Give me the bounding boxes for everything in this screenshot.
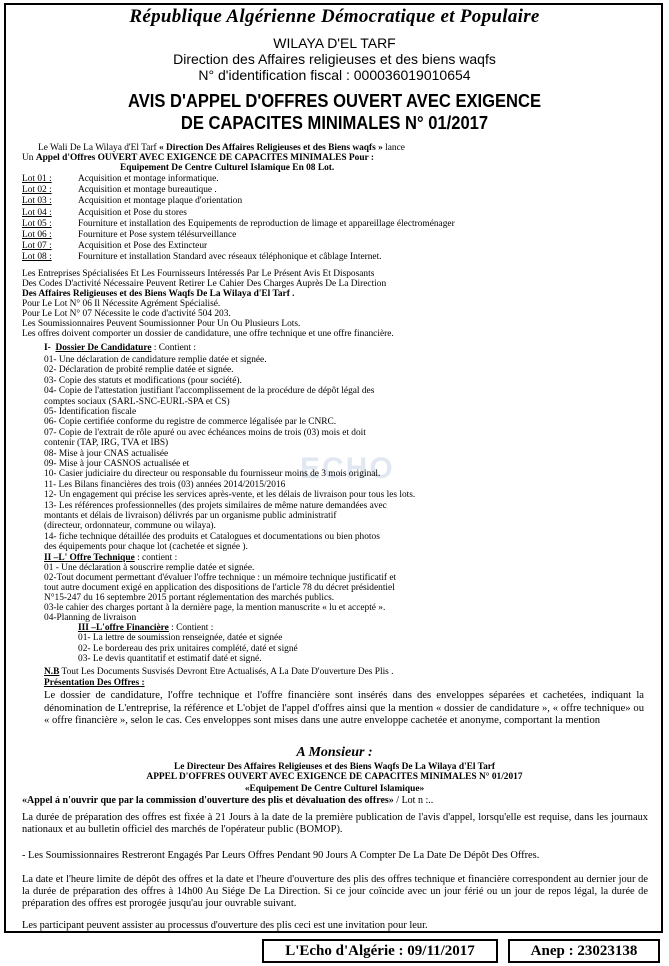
dossier-item: 07- Copie de l'extrait de rôle apuré ou avec échéances moins de trois (03) mois et doit — [44, 427, 366, 438]
lot-item — [22, 185, 667, 195]
anep-box: Anep : 23023138 — [508, 939, 660, 963]
lot-item — [22, 241, 667, 251]
publication-box: L'Echo d'Algérie : 09/11/2017 — [262, 939, 498, 963]
technique-item: tout autre document exigé en application des dispositions de l'article 78 du décret présidentiel — [44, 583, 395, 593]
republic-header: République Algérienne Démocratique et Populaire — [129, 6, 540, 27]
dossier-item: 03- Copie des statuts et modifications (pour société). — [44, 375, 242, 386]
technique-heading: II –L' Offre Technique : contient : — [44, 553, 178, 563]
conditions-line: Les Soumissionnaires Peuvent Soumissionner Pour Un Ou Plusieurs Lots. — [22, 319, 301, 329]
technique-item: 04-Planning de livraison — [44, 613, 137, 623]
dossier-item: 14- fiche technique détaillée des produits et Catalogues et documentations ou bien photos — [44, 531, 380, 542]
financiere-heading: III –L'offre Financière : Contient : — [78, 623, 214, 633]
dossier-item: 11- Les Bilans financières des trois (03) années 2014/2015/2016 — [44, 479, 286, 490]
lot-description: Fourniture et Pose system télésurveillance — [78, 230, 237, 240]
dossier-item: 08- Mise à jour CNAS actualisée — [44, 448, 169, 459]
lot-description: Acquisition et montage bureautique . — [78, 185, 217, 196]
intro-line-1: Le Wali De La Wilaya d'El Tarf « Direction Des Affaires Religieuses et des Biens waqfs » lance — [38, 143, 405, 153]
dossier-item: contenir (TAP, IRG, TVA et IBS) — [44, 438, 169, 449]
monsieur-line-2: APPEL D'OFFRES OUVERT AVEC EXIGENCE DE CAPACITES MINIMALES N° 01/2017 — [146, 772, 523, 782]
nb-note: N.B Tout Les Documents Susvisés Devront Etre Actualisés, A La Date D'ouverture Des Plis . — [44, 667, 394, 677]
conditions-line: Pour Le Lot N° 06 Il Nécessite Agrément Spécialisé. — [22, 299, 221, 309]
conditions-line: Des Affaires Religieuses et des Biens Waqfs De La Wilaya d'El Tarf . — [22, 289, 295, 299]
lot-number: Lot 05 : — [22, 218, 52, 229]
lot-description: Acquisition et Pose des Extincteur — [78, 241, 208, 252]
monsieur-line-3: «Equipement De Centre Culturel Islamique» — [244, 784, 425, 794]
intro-line-2: Un Appel d'Offres OUVERT AVEC EXIGENCE DE CAPACITES MINIMALES Pour : — [22, 153, 374, 163]
dossier-item: 04- Copie de l'attestation justifiant l'accomplissement de la procédure de dépôt légal des — [44, 386, 375, 397]
closing-paragraph-3: La date et l'heure limite de dépôt des offres et la date et l'heure d'ouverture des plis des offres technique et financière correspondent au dernier jour de la durée de préparation des offres à 14h00 Au Siége De La Direction. Si ce jour coïncide avec un jour férié ou un jour de repos légal, la durée de préparation des offres est prorogée jusqu'au jour ouvrable suivant. — [22, 874, 648, 909]
notice-title-line1: AVIS D'APPEL D'OFFRES OUVERT AVEC EXIGENCE — [127, 91, 542, 111]
wilaya-name: WILAYA D'EL TARF — [273, 35, 396, 51]
watermark: ECHO — [300, 452, 395, 485]
dossier-item: 02- Déclaration de probité remplie datée et signée. — [44, 365, 234, 376]
lot-description: Acquisition et montage plaque d'orientation — [78, 196, 243, 207]
direction-name: Direction des Affaires religieuses et des biens waqfs — [173, 51, 496, 67]
lot-item — [22, 230, 667, 240]
lot-description: Fourniture et installation Standard avec réseaux téléphonique et câblage Internet. — [78, 252, 382, 263]
notice-title-line2: DE CAPACITES MINIMALES N° 01/2017 — [180, 113, 489, 133]
lot-number: Lot 04 : — [22, 207, 52, 218]
dossier-item: 13- Les références professionnelles (des projets similaires de même nature demandées avec — [44, 500, 387, 511]
conditions-line: Les offres doivent comporter un dossier de candidature, une offre technique et une offre financière. — [22, 329, 394, 339]
dossier-item: 10- Casier judiciaire du directeur ou responsable du fournisseur moins de 3 mois original. — [44, 469, 381, 480]
technique-item: 03-le cahier des charges portant à la dernière page, la mention manuscrite « lu et accepté ». — [44, 603, 386, 613]
dossier-item: (directeur, ordonnateur, commune ou wilaya). — [44, 521, 216, 532]
monsieur-line-1: Le Directeur Des Affaires Religieuses et des Biens Waqfs De La Wilaya d'El Tarf — [173, 762, 496, 772]
technique-item: 01 - Une déclaration à souscrire remplie datée et signée. — [44, 563, 255, 573]
monsieur-heading: A Monsieur : — [296, 745, 373, 760]
lot-item — [22, 174, 667, 184]
dossier-item: montants et délais de livraison) délivrés par un organisme public administratif — [44, 511, 337, 521]
technique-item: N°15-247 du 16 septembre 2015 portant réglementation des marchés publics. — [44, 593, 335, 603]
dossier-item: 06- Copie certifiée conforme du registre de commerce légalisée par le CNRC. — [44, 417, 337, 428]
lot-description: Fourniture et installation des Equipements de reproduction de limage et appareillage électroménager — [78, 218, 455, 229]
lot-item — [22, 252, 667, 262]
lot-number: Lot 02 : — [22, 185, 52, 196]
intro-line-3: Equipement De Centre Culturel Islamique En 08 Lot. — [120, 163, 335, 173]
lot-item — [22, 219, 667, 229]
dossier-heading: I- Dossier De Candidature : Contient : — [44, 343, 197, 353]
financiere-item: 03- Le devis quantitatif et estimatif daté et signé. — [78, 654, 262, 664]
technique-item: 02-Tout document permettant d'évaluer l'offre technique : un mémoire technique justificatif et — [44, 573, 397, 583]
conditions-line: Les Entreprises Spécialisées Et Les Fournisseurs Intéressés Par Le Présent Avis Et Disposants — [22, 269, 375, 279]
dossier-item: 12- Un engagement qui précise les services après-vente, et les délais de livraison pour tous les lots. — [44, 490, 416, 501]
lot-description: Acquisition et montage informatique. — [78, 174, 219, 184]
conditions-line: Pour Le Lot N° 07 Nécessite le code d'activité 504 203. — [22, 309, 231, 319]
dossier-item: des équipements pour chaque lot (cachetée et signée ). — [44, 542, 248, 553]
monsieur-line-4: «Appel à n'ouvrir que par la commission d'ouverture des plis et dévaluation des offres» / Lot n :.. — [22, 796, 434, 806]
lot-item — [22, 208, 667, 218]
lot-number: Lot 06 : — [22, 230, 52, 240]
financiere-item: 02- Le bordereau des prix unitaires complété, daté et signé — [78, 643, 298, 654]
presentation-heading: Présentation Des Offres : — [44, 678, 145, 688]
closing-paragraph-4: Les participant peuvent assister au processus d'ouverture des plis ceci est une invitation pour leur. — [22, 920, 428, 931]
fiscal-id: N° d'identification fiscal : 000036019010654 — [198, 67, 471, 83]
conditions-line: Des Codes D'activité Nécessaire Peuvent Retirer Le Cahier Des Charges Auprès De La Direction — [22, 279, 387, 289]
lot-number: Lot 03 : — [22, 196, 52, 207]
closing-paragraph-1: La durée de préparation des offres est fixée à 21 Jours à la date de la première publication de l'avis d'appel, lorsqu'elle est requise, dans les journaux nationaux et au bulletin officiel des marchés de l'opérateur public (BOMOP). — [22, 812, 648, 835]
lot-number: Lot 01 : — [22, 174, 52, 184]
lot-number: Lot 08 : — [22, 252, 52, 263]
lot-description: Acquisition et Pose du stores — [78, 207, 187, 218]
dossier-item: 05- Identification fiscale — [44, 407, 137, 417]
closing-paragraph-2: - Les Soumissionnaires Restreront Engagés Par Leurs Offres Pendant 90 Jours A Compter De La Date De Dépôt Des Offres. — [22, 850, 540, 861]
lot-item — [22, 196, 667, 206]
lot-number: Lot 07 : — [22, 241, 52, 252]
financiere-item: 01- La lettre de soumission renseignée, datée et signée — [78, 633, 283, 643]
presentation-text: Le dossier de candidature, l'offre technique et l'offre financière sont insérés dans des enveloppes séparées et cachetées, indiquant la dénomination de L'entreprise, la référence et L'objet de l'appel d'offres ainsi que la mention « dossier de candidature », « offre technique» ou « offre financière », selon le cas. Ces enveloppes sont mises dans une autre enveloppe cachetée et anonyme, comportant la mention — [44, 690, 644, 726]
dossier-item: 01- Une déclaration de candidature remplie datée et signée. — [44, 355, 267, 365]
dossier-item: comptes sociaux (SARL-SNC-EURL-SPA et CS) — [44, 396, 230, 407]
dossier-item: 09- Mise à jour CASNOS actualisée et — [44, 459, 190, 469]
